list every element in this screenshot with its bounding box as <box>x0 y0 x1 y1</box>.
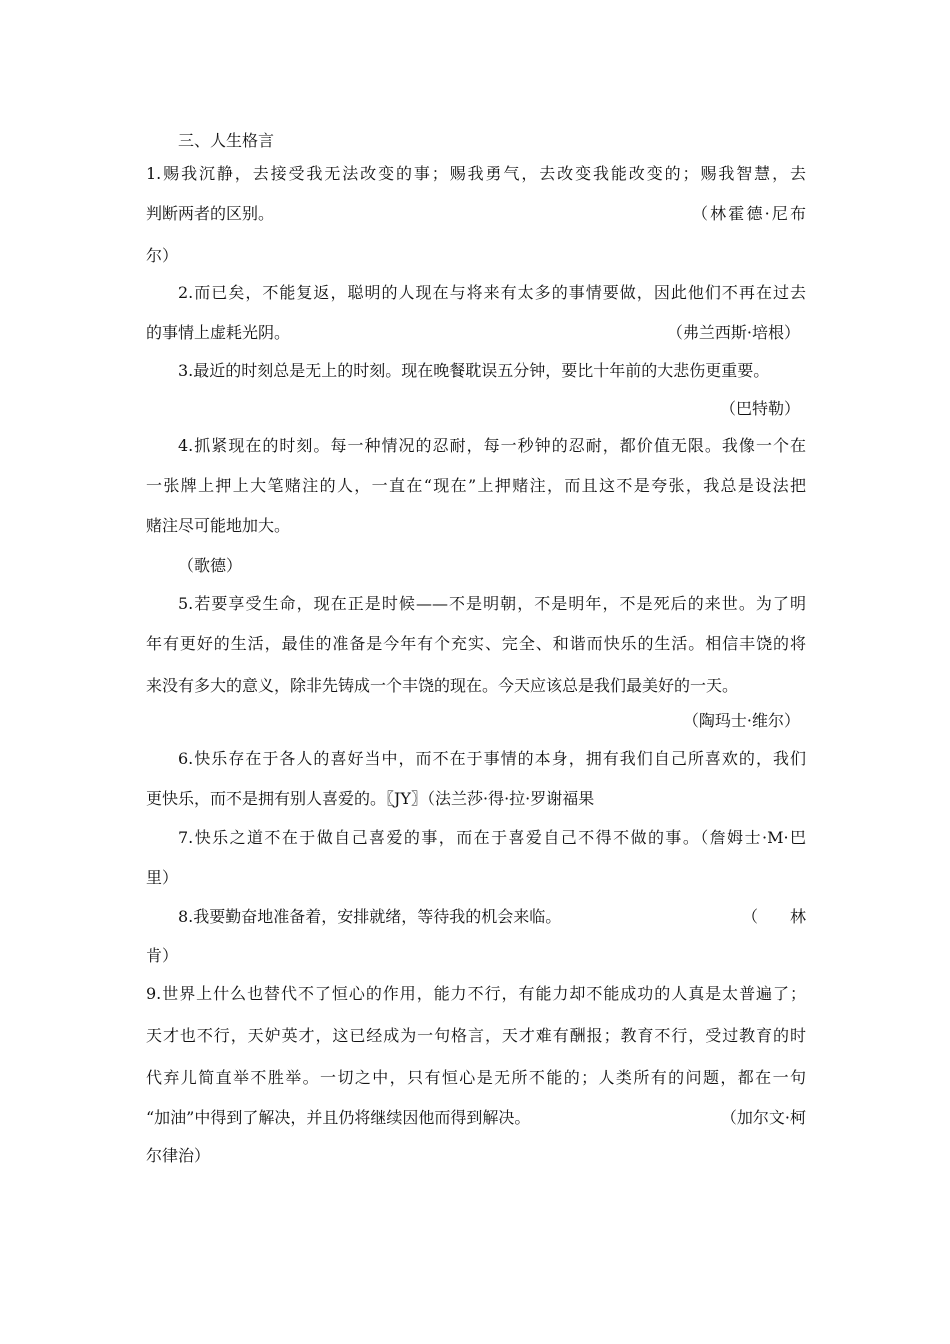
quote-8-line-2: 肯） <box>146 946 179 965</box>
quote-5-line-1: 5.若要享受生命，现在正是时候——不是明朝，不是明年，不是死后的来世。为了明 <box>178 594 806 613</box>
quote-6-line-1: 6.快乐存在于各人的喜好当中，而不在于事情的本身，拥有我们自己所喜欢的，我们 <box>178 749 806 768</box>
quote-4-line-1: 4.抓紧现在的时刻。每一种情况的忍耐，每一秒钟的忍耐，都价值无限。我像一个在 <box>178 436 806 455</box>
quote-9-line-3: 代弃儿简直举不胜举。一切之中，只有恒心是无所不能的；人类所有的问题，都在一句 <box>146 1068 806 1087</box>
quote-1-line-2: 判断两者的区别。 <box>146 204 275 223</box>
quote-1-attribution: （林霍德·尼布 <box>692 204 806 223</box>
quote-1-line-3: 尔） <box>146 246 179 265</box>
quote-5-line-3: 来没有多大的意义，除非先铸成一个丰饶的现在。今天应该总是我们最美好的一天。 <box>146 676 739 695</box>
quote-4-attribution: （歌德） <box>178 556 243 575</box>
quote-1-line-1: 1.赐我沉静，去接受我无法改变的事；赐我勇气，去改变我能改变的；赐我智慧，去 <box>146 164 806 183</box>
quote-9-line-5: 尔律治） <box>146 1146 211 1165</box>
quote-6-line-2: 更快乐，而不是拥有别人喜爱的。〖JY〗（法兰莎·得·拉·罗谢福果 <box>146 789 595 808</box>
quote-9-line-1: 9.世界上什么也替代不了恒心的作用，能力不行，有能力却不能成功的人真是太普遍了； <box>146 984 806 1003</box>
quote-3-line-1: 3.最近的时刻总是无上的时刻。现在晚餐耽误五分钟，要比十年前的大悲伤更重要。 <box>178 361 770 380</box>
quote-2-line-1: 2.而已矣，不能复返，聪明的人现在与将来有太多的事情要做，因此他们不再在过去 <box>178 283 806 302</box>
quote-7-line-2: 里） <box>146 868 179 887</box>
quote-2-line-2: 的事情上虚耗光阴。 <box>146 323 291 342</box>
quote-8-line-1: 8.我要勤奋地准备着，安排就绪，等待我的机会来临。 <box>178 907 562 926</box>
quote-2-attribution: （弗兰西斯·培根） <box>666 323 800 342</box>
quote-7-line-1: 7.快乐之道不在于做自己喜爱的事，而在于喜爱自己不得不做的事。（詹姆士·M·巴 <box>178 828 806 847</box>
section-title: 三、人生格言 <box>178 131 275 150</box>
quote-4-line-3: 赌注尽可能地加大。 <box>146 516 291 535</box>
quote-3-attribution: （巴特勒） <box>719 399 800 418</box>
quote-9-line-4: “加油”中得到了解决，并且仍将继续因他而得到解决。 <box>146 1108 531 1127</box>
quote-5-line-2: 年有更好的生活，最佳的准备是今年有个充实、完全、和谐而快乐的生活。相信丰饶的将 <box>146 634 806 653</box>
quote-9-attribution: （加尔文·柯 <box>720 1108 806 1127</box>
quote-4-line-2: 一张牌上押上大笔赌注的人，一直在“现在”上押赌注，而且这不是夸张，我总是设法把 <box>146 476 806 495</box>
quote-8-attribution: （ 林 <box>741 907 806 926</box>
quote-9-line-2: 天才也不行，天妒英才，这已经成为一句格言，天才难有酬报；教育不行，受过教育的时 <box>146 1026 806 1045</box>
quote-5-attribution: （陶玛士·维尔） <box>682 711 800 730</box>
